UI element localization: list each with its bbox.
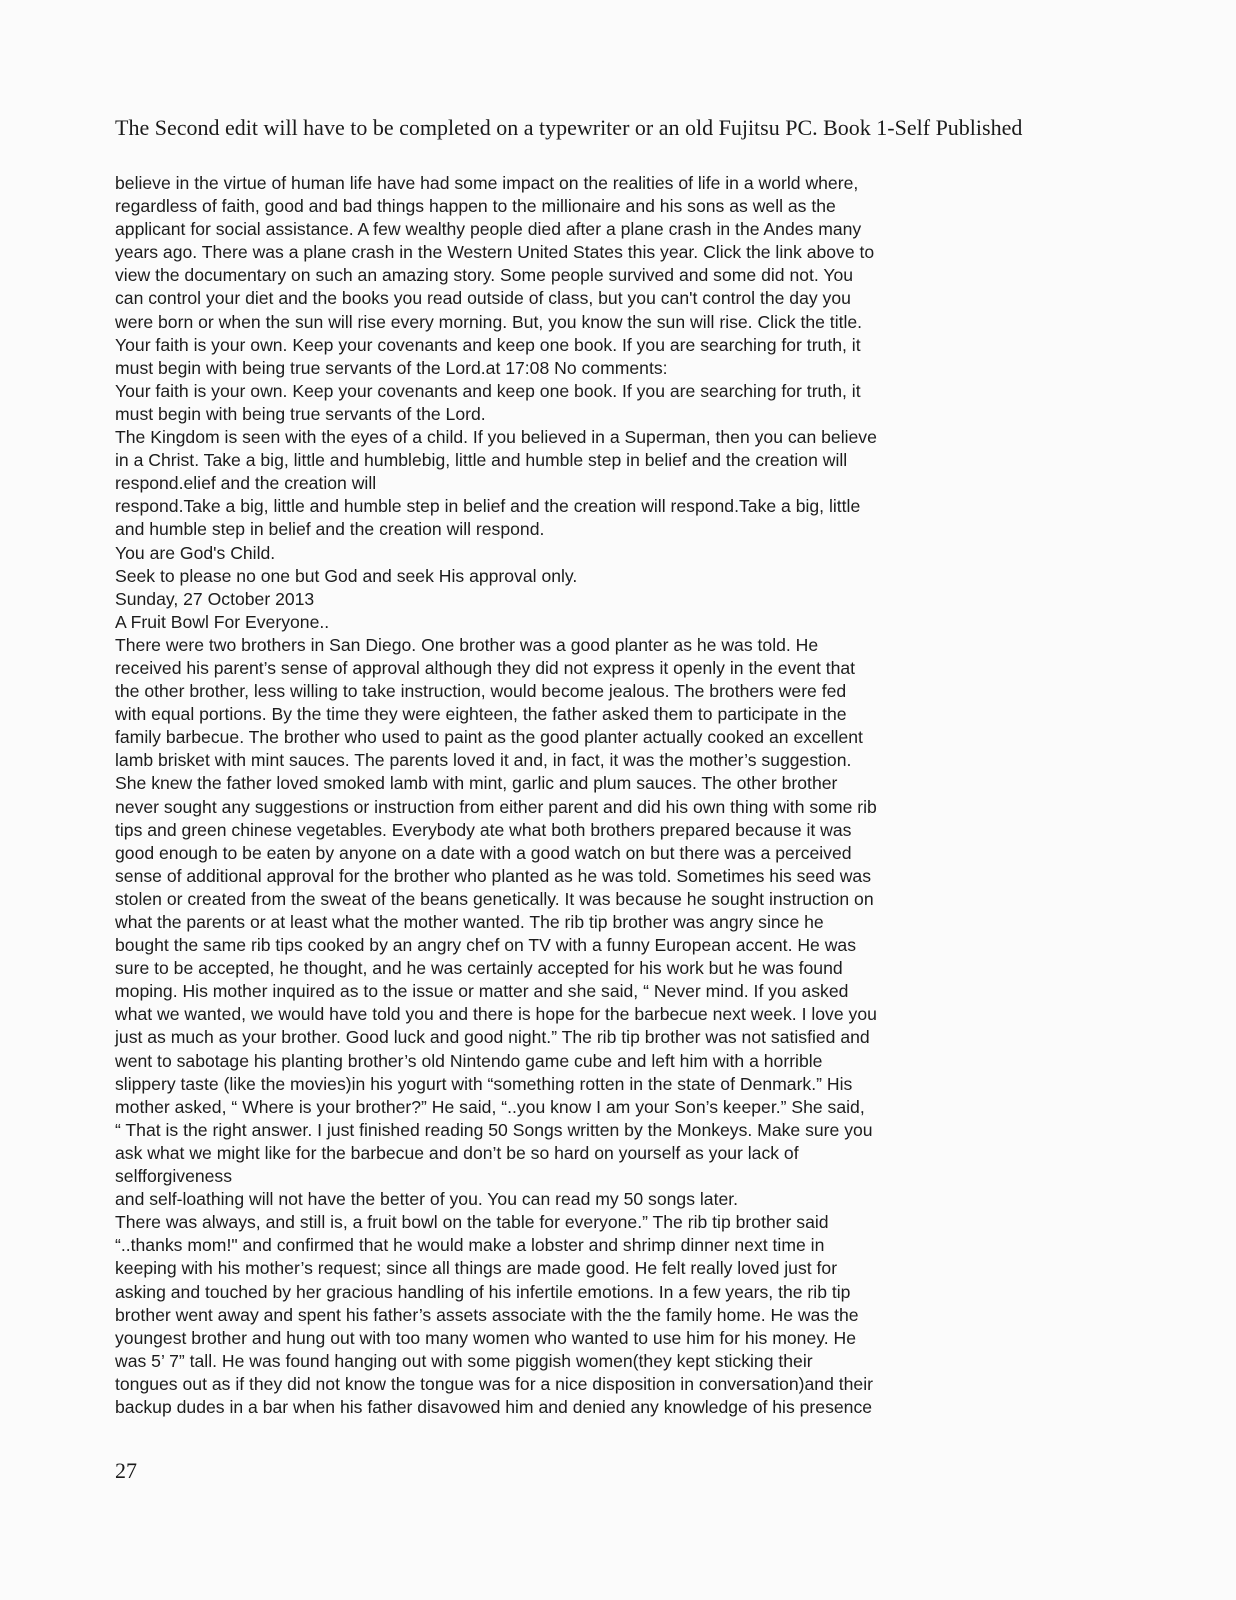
text-line: There was always, and still is, a fruit bowl on the table for everyone.” The rib tip brother said [115, 1212, 829, 1233]
text-line: There were two brothers in San Diego. One brother was a good planter as he was told. He [115, 634, 819, 655]
text-line: asking and touched by her gracious handling of his infertile emotions. In a few years, the rib tip [115, 1281, 851, 1302]
text-line: good enough to be eaten by anyone on a date with a good watch on but there was a perceived [115, 842, 852, 863]
text-line: tongues out as if they did not know the tongue was for a nice disposition in conversation)and their [115, 1373, 873, 1394]
text-line: moping. His mother inquired as to the issue or matter and she said, “ Never mind. If you asked [115, 981, 849, 1002]
text-line: youngest brother and hung out with too many women who wanted to use him for his money. He [115, 1327, 856, 1348]
text-line: never sought any suggestions or instruction from either parent and did his own thing with some rib [115, 796, 877, 817]
text-line: tips and green chinese vegetables. Everybody ate what both brothers prepared because it was [115, 819, 852, 840]
text-line: Your faith is your own. Keep your covenants and keep one book. If you are searching for truth, it [115, 334, 861, 355]
text-line: went to sabotage his planting brother’s old Nintendo game cube and left him with a horrible [115, 1050, 823, 1071]
text-line: Your faith is your own. Keep your covenants and keep one book. If you are searching for truth, it [115, 380, 861, 401]
text-line: believe in the virtue of human life have had some impact on the realities of life in a world where, [115, 173, 859, 193]
text-line: slippery taste (like the movies)in his yogurt with “something rotten in the state of Denmark.” His [115, 1073, 853, 1094]
text-line: with equal portions. By the time they were eighteen, the father asked them to participate in the [115, 704, 847, 725]
text-line: The Kingdom is seen with the eyes of a child. If you believed in a Superman, then you can believe [115, 427, 877, 448]
text-line: Sunday, 27 October 2013 [115, 588, 315, 609]
text-line: can control your diet and the books you read outside of class, but you can't control the day you [115, 288, 851, 309]
text-line: brother went away and spent his father’s assets associate with the the family home. He was the [115, 1304, 859, 1325]
text-line: view the documentary on such an amazing story. Some people survived and some did not. You [115, 265, 854, 286]
text-line: keeping with his mother’s request; since all things are made good. He felt really loved just for [115, 1258, 838, 1279]
text-line: backup dudes in a bar when his father disavowed him and denied any knowledge of his presence [115, 1396, 873, 1417]
text-line: must begin with being true servants of the Lord.at 17:08 No comments: [115, 357, 668, 378]
running-header: The Second edit will have to be completed on a typewriter or an old Fujitsu PC. Book 1-Self Published [115, 115, 1023, 140]
text-line: stolen or created from the sweat of the beans genetically. It was because he sought instruction on [115, 888, 874, 909]
text-line: selfforgiveness [115, 1166, 233, 1187]
text-line: sense of additional approval for the brother who planted as he was told. Sometimes his seed was [115, 865, 871, 886]
text-line: what we wanted, we would have told you and there is hope for the barbecue next week. I love you [115, 1004, 877, 1025]
text-line: lamb brisket with mint sauces. The parents loved it and, in fact, it was the mother’s suggestion. [115, 750, 852, 771]
text-line: “ That is the right answer. I just finished reading 50 Songs written by the Monkeys. Make sure you [115, 1119, 873, 1140]
text-line: respond.Take a big, little and humble step in belief and the creation will respond.Take a big, little [115, 496, 861, 517]
text-line: She knew the father loved smoked lamb with mint, garlic and plum sauces. The other brother [115, 773, 838, 794]
text-line: ask what we might like for the barbecue and don’t be so hard on yourself as your lack of [115, 1142, 799, 1163]
text-line: in a Christ. Take a big, little and humblebig, little and humble step in belief and the creation will [115, 450, 848, 471]
text-line: and humble step in belief and the creation will respond. [115, 519, 545, 540]
text-line: what the parents or at least what the mother wanted. The rib tip brother was angry since he [115, 912, 824, 932]
text-line: years ago. There was a plane crash in the Western United States this year. Click the link above to [115, 242, 875, 263]
text-line: the other brother, less willing to take instruction, would become jealous. The brothers were fed [115, 681, 847, 702]
text-line: “..thanks mom!" and confirmed that he would make a lobster and shrimp dinner next time in [115, 1235, 825, 1256]
text-line: just as much as your brother. Good luck and good night.” The rib tip brother was not satisfied and [115, 1027, 870, 1048]
text-line: A Fruit Bowl For Everyone.. [115, 611, 330, 632]
text-line: were born or when the sun will rise every morning. But, you know the sun will rise. Click the title. [115, 311, 863, 332]
text-line: family barbecue. The brother who used to paint as the good planter actually cooked an excellent [115, 727, 863, 748]
text-line: was 5’ 7” tall. He was found hanging out with some piggish women(they kept sticking their [115, 1350, 813, 1371]
text-line: Seek to please no one but God and seek His approval only. [115, 565, 578, 586]
text-line: regardless of faith, good and bad things happen to the millionaire and his sons as well as the [115, 196, 836, 217]
text-line: must begin with being true servants of the Lord. [115, 403, 486, 424]
text-line: received his parent’s sense of approval although they did not express it openly in the event that [115, 657, 856, 678]
text-line: applicant for social assistance. A few wealthy people died after a plane crash in the Andes many [115, 219, 862, 240]
text-line: You are God's Child. [115, 542, 276, 563]
text-line: and self-loathing will not have the better of you. You can read my 50 songs later. [115, 1189, 739, 1210]
text-line: bought the same rib tips cooked by an angry chef on TV with a funny European accent. He was [115, 935, 857, 956]
body-text [115, 172, 1115, 1419]
text-line: sure to be accepted, he thought, and he was certainly accepted for his work but he was found [115, 958, 843, 979]
text-line: respond.elief and the creation will [115, 473, 377, 494]
page-number: 27 [115, 1458, 137, 1483]
text-line: mother asked, “ Where is your brother?” He said, “..you know I am your Son’s keeper.” She said, [115, 1096, 865, 1117]
